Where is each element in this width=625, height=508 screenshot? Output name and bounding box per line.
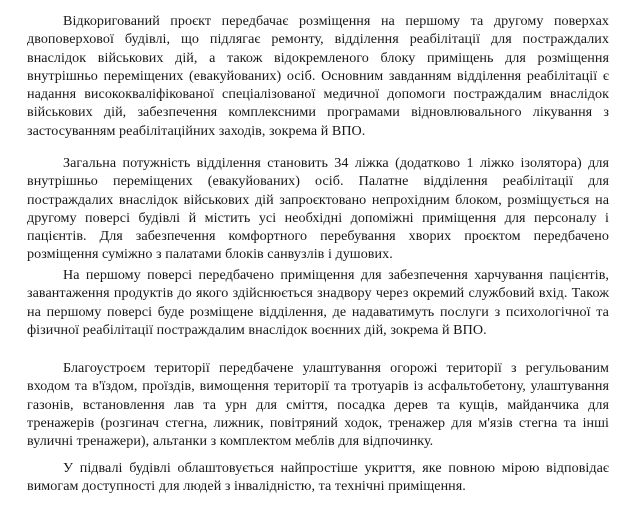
paragraph-landscaping: Благоустроєм території передбачене улаштування огорожі території з регульованим входом та в'їздом, проїздів, вимощення території та тротуарів із асфальтобетону, улаштування газонів, встановлення лав та урн для сміття, посадка дерев та кущів, майданчика для тренажерів (розгинач стегна, лижник, повітряний ходок, тренажер для м'язів стегна та інші вуличні тренажери), альтанки з комплектом меблів для відпочинку. [27, 360, 609, 450]
paragraph-department-capacity: Загальна потужність відділення становить 34 ліжка (додатково 1 ліжко ізолятора) для внутрішньо переміщених (евакуйованих) осіб. Палатне відділення реабілітації для постраждалих внаслідок військових дій запроєктовано непрохідним блоком, розміщується на другому поверсі будівлі й містить усі необхідні допоміжні приміщення для персоналу і пацієнтів. Для забезпечення комфортного перебування хворих проєктом передбачено розміщення суміжно з палатами блоків санвузлів і душових. [27, 155, 609, 263]
paragraph-first-floor: На першому поверсі передбачено приміщення для забезпечення харчування пацієнтів, завантаження продуктів до якого здійснюється знадвору через окремий службовий вхід. Також на першому поверсі буде розміщене відділення, де надаватимуть послуги з психологічної та фізичної реабілітації постраждалим внаслідок воєнних дій, зокрема й ВПО. [27, 267, 609, 338]
paragraph-basement-shelter: У підвалі будівлі облаштовується найпростіше укриття, яке повною мірою відповідає вимогам доступності для людей з інвалідністю, та технічні приміщення. [27, 460, 609, 495]
paragraph-project-overview: Відкоригований проєкт передбачає розміщення на першому та другому поверхах двоповерхової будівлі, що підлягає ремонту, відділення реабілітації для постраждалих внаслідок військових дій, а також відокремленого блоку приміщень для розміщення внутрішньо переміщених (евакуйованих) осіб. Основним завданням відділення реабілітації є надання висококваліфікованої спеціалізованої медичної допомоги постраждалим внаслідок військових дій, забезпечення комплексними програмами відновлювального лікування з застосуванням реабілітаційних заходів, зокрема й ВПО. [27, 13, 609, 139]
